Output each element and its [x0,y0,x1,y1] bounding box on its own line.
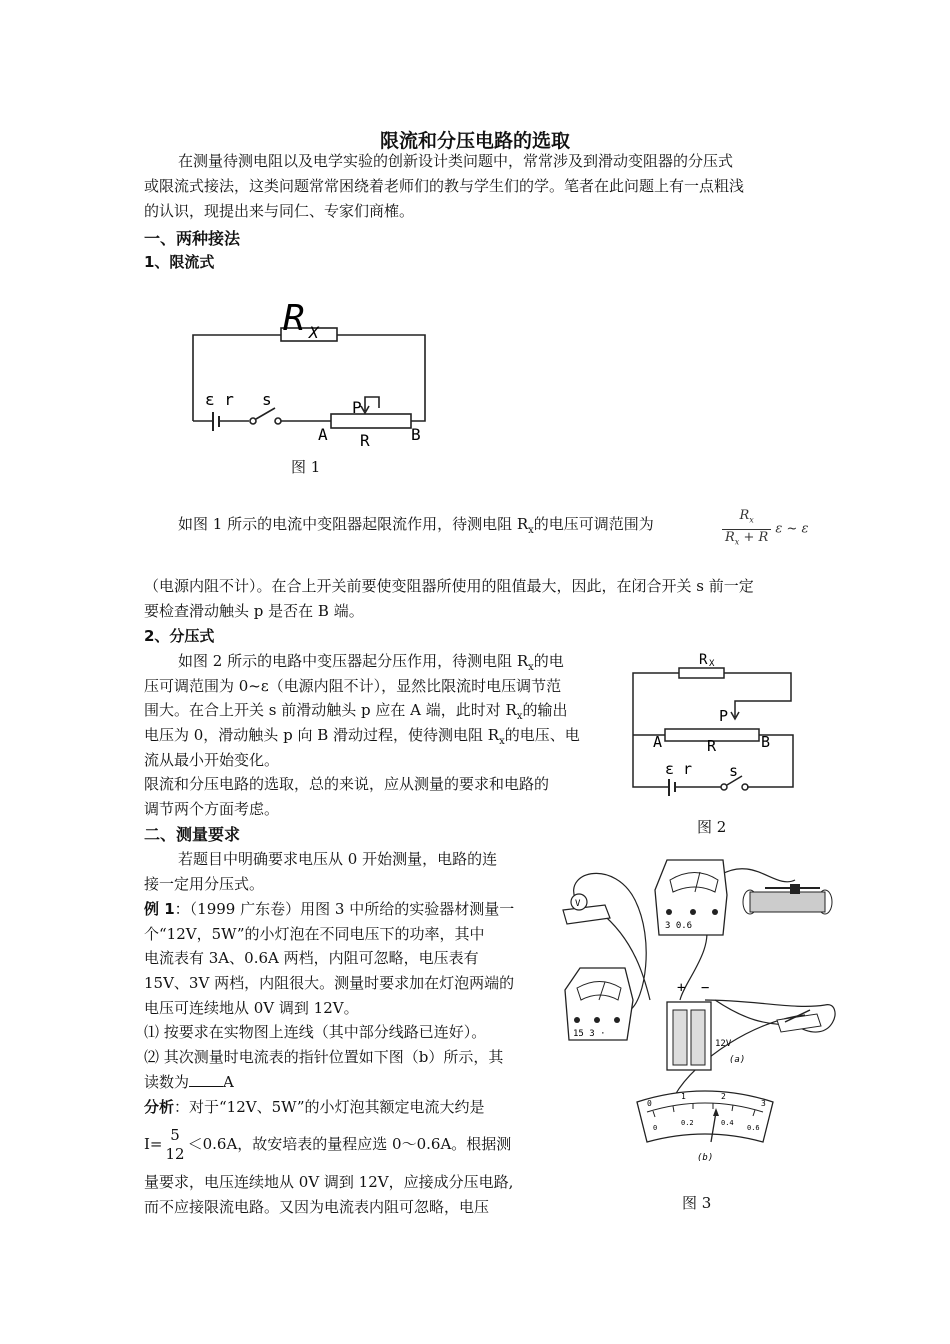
example1-q2: ⑵ 其次测量时电流表的指针位置如下图（b）所示，其 [144,1048,504,1066]
dial-top-1: 1 [681,1092,686,1101]
figure-2-caption: 图 2 [697,818,727,836]
lamp-board [563,894,610,924]
page-title: 限流和分压电路的选取 [379,130,570,152]
fig2-p-label: P [719,707,729,725]
fig1-a-label: A [318,425,328,444]
figure-1-caption: 图 1 [291,458,321,476]
svg-text:V: V [575,899,581,909]
switch [777,1010,821,1032]
intro-line-2: 或限流式接法，这类问题常常困绕着老师们的教与学生们的学。笔者在此问题上有一点粗浅 [144,177,745,195]
para-limit-line1: 如图 1 所示的电流中变阻器起限流作用，待测电阻 $R_x$的电压可调范围为 [178,515,654,536]
figure-2-circuit [625,645,805,805]
fig1-r-label: R [360,431,370,450]
fig2-b-label: B [761,733,771,751]
example1-line2: 个“12V，5W”的小灯泡在不同电压下的功率，其中 [144,925,485,943]
figure-3-apparatus [555,850,850,1180]
example1-answer-line: 读数为 A [144,1070,234,1094]
dial-top-2: 2 [721,1092,726,1101]
example1-line3: 电流表有 3A、0.6A 两档，内阻可忽略，电压表有 [144,949,479,967]
section2-heading: 二、测量要求 [144,825,241,844]
para2-line5: 流从最小开始变化。 [144,751,280,769]
example1-line4: 15V、3V 两档，内阻很大。测量时要求加在灯泡两端的 [144,974,515,992]
ammeter [655,860,727,935]
figure-1-circuit [185,290,435,455]
analysis-line3: 量要求，电压连续地从 0V 调到 12V，应接成分压电路, [144,1173,514,1191]
dial-bottom-0: 0 [653,1124,658,1132]
ammeter-terminals: 3 0.6 [665,921,693,931]
fig1-s-label: s [262,390,272,409]
fig1-p-label: P [352,398,362,417]
sub2-heading: 2、分压式 [144,627,215,645]
analysis-line1: 分析：对于“12V、5W”的小灯泡其额定电流大约是 [144,1098,485,1116]
fig3-b-label: (b) [697,1153,714,1163]
fig3-a-label: (a) [729,1055,746,1065]
fig2-rx-label: R [699,652,708,668]
section1-heading: 一、两种接法 [144,229,241,248]
voltage-range-formula: $\frac{R_x}{R_x + R}$ ε ~ ε [722,508,809,550]
fig2-er-label: ε r [665,760,693,778]
para2-line2: 压可调范围为 0~ε（电源内阻不计），显然比限流时电压调节范 [144,677,562,695]
analysis-line4: 而不应接限流电路。又因为电流表内阻可忽略，电压 [144,1198,490,1216]
dial-top-3: 3 [761,1099,766,1108]
para2-line3: 围大。在合上开关 s 前滑动触头 p 应在 A 端，此时对 $R_x$的输出 [144,701,568,722]
fig1-b-label: B [411,425,421,444]
battery-minus: − [701,980,710,996]
intro-line-1: 在测量待测电阻以及电学实验的创新设计类问题中，常常涉及到滑动变阻器的分压式 [178,152,734,170]
para-limit-line2: （电源内阻不计）。在合上开关前要使变阻器所使用的阻值最大，因此，在闭合开关 s 前一定 [144,577,754,595]
voltmeter-terminals: 15 3 · [573,1029,606,1039]
battery-label: 12V [715,1039,732,1049]
analysis-line2: I= 5 12 ＜0.6A，故安培表的量程应选 0～0.6A。根据测 [144,1126,512,1163]
fig1-er-label: ε r [205,390,234,409]
fig2-r-label: R [707,737,717,755]
dial-bottom-1: 0.2 [681,1119,694,1127]
fig1-rx-sub: X [309,323,319,342]
para3-line1: 限流和分压电路的选取，总的来说，应从测量的要求和电路的 [144,775,550,793]
fig2-rx-sub: X [709,659,715,669]
para2-line1: 如图 2 所示的电路中变压器起分压作用，待测电阻 $R_x$的电 [178,652,564,673]
fig2-a-label: A [653,733,663,751]
dial-bottom-2: 0.4 [721,1119,734,1127]
s2-para1-line2: 接一定用分压式。 [144,875,265,893]
ammeter-dial [637,1091,773,1163]
battery [667,980,732,1070]
figure-3-caption: 图 3 [682,1194,712,1212]
intro-line-3: 的认识，现提出来与同仁、专家们商榷。 [144,202,415,220]
fig2-s-label: s [729,762,739,780]
para2-line4: 电压为 0，滑动触头 p 向 B 滑动过程，使待测电阻 $R_x$的电压、电 [144,726,580,747]
dial-top-0: 0 [647,1099,652,1108]
fig1-rx-label: R [283,298,305,339]
dial-bottom-3: 0.6 [747,1124,760,1132]
current-fraction: 5 12 [165,1126,185,1163]
battery-plus: + [677,980,686,996]
voltmeter [565,968,633,1040]
example1-q1: ⑴ 按要求在实物图上连线（其中部分线路已连好）。 [144,1023,487,1041]
answer-blank[interactable] [189,1070,223,1087]
sub1-heading: 1、限流式 [144,253,215,271]
example1-line1: 例 1：（1999 广东卷）用图 3 中所给的实验器材测量一 [144,900,515,918]
example1-line5: 电压可连续地从 0V 调到 12V。 [144,999,359,1017]
para-limit-line3: 要检查滑动触头 p 是否在 B 端。 [144,602,364,620]
para3-line2: 调节两个方面考虑。 [144,800,280,818]
s2-para1-line1: 若题目中明确要求电压从 0 开始测量，电路的连 [178,850,498,868]
rheostat [743,884,832,914]
